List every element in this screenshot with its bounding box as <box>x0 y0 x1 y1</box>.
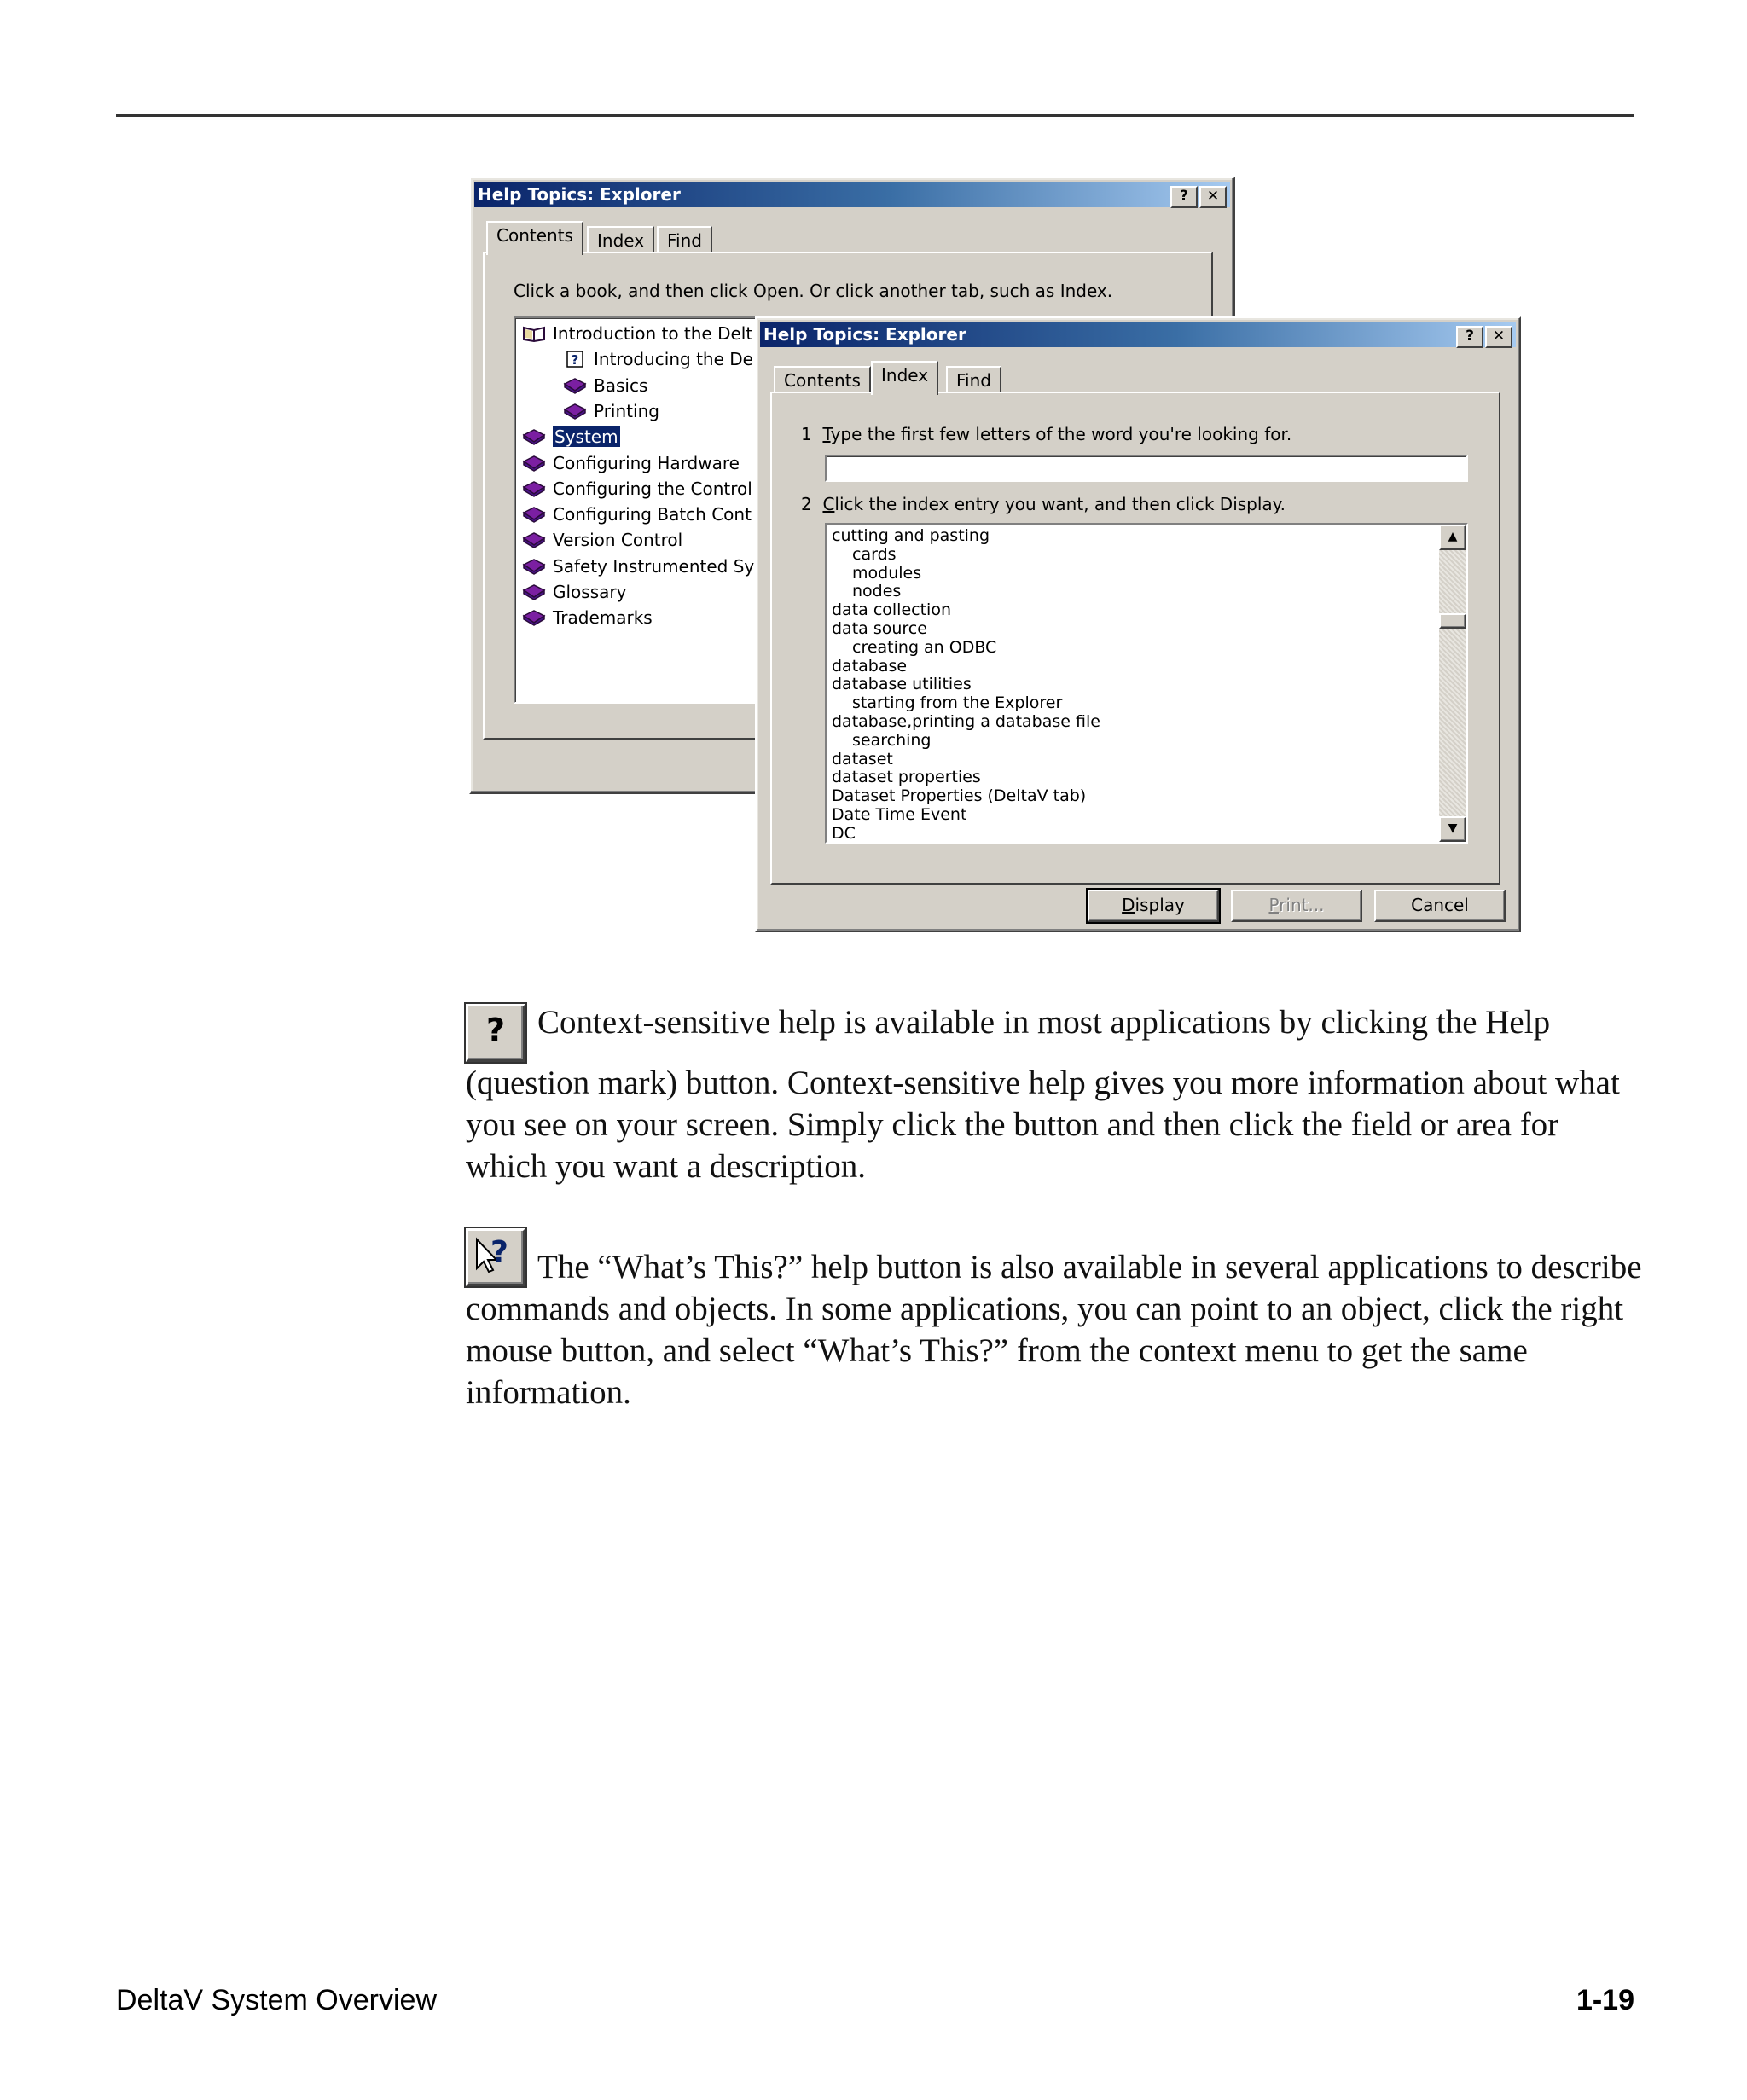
tree-item[interactable] <box>522 477 752 501</box>
tree-item[interactable] <box>563 347 753 371</box>
index-entry[interactable]: dataset properties <box>832 768 981 787</box>
tree-item[interactable] <box>522 606 653 629</box>
scroll-thumb[interactable] <box>1439 613 1466 629</box>
step2-label <box>801 494 1286 514</box>
print-accelerator: P <box>1268 895 1280 915</box>
index-entry[interactable]: Date Time Event <box>832 805 967 824</box>
print-label: rint... <box>1279 895 1325 915</box>
tree-item-label: Introducing the De <box>594 349 753 370</box>
book-icon <box>563 401 594 421</box>
tab-index[interactable]: Index <box>871 361 938 395</box>
tree-item-label: Configuring Hardware <box>553 452 740 473</box>
tree-item-label: Configuring the Control <box>553 478 752 499</box>
step1-number: 1 <box>801 424 812 444</box>
tab-contents[interactable]: Contents <box>486 221 583 255</box>
book-icon <box>563 375 594 396</box>
index-entry[interactable]: data source <box>832 619 927 638</box>
step1-text: ype the first few letters of the word you're looking for. <box>830 424 1292 444</box>
help-title-button[interactable]: ? <box>1170 186 1198 208</box>
svg-text:?: ? <box>571 352 579 368</box>
book-icon <box>522 607 553 628</box>
help-topics-dialog-index <box>755 316 1521 932</box>
scroll-down-arrow-icon[interactable]: ▼ <box>1439 816 1466 842</box>
tree-item-label: Glossary <box>553 582 627 602</box>
display-label: isplay <box>1135 895 1185 915</box>
tree-item[interactable] <box>522 451 740 475</box>
context-help-paragraph <box>466 1001 1643 1187</box>
index-entry[interactable]: database <box>832 656 908 676</box>
step2-text: lick the index entry you want, and then click Display. <box>834 494 1286 514</box>
context-help-text: Context-sensitive help is available in most applications by clicking the Help (question mark) button. Context-sensitive help gives you more information about what you see on your screen. Simply click the button and then click the field or area for which you want a description. <box>466 1004 1620 1185</box>
tree-item-label: Trademarks <box>553 607 653 629</box>
index-entry[interactable]: DC <box>832 823 856 843</box>
cancel-button[interactable]: Cancel <box>1374 890 1506 922</box>
index-entry[interactable]: cutting and pasting <box>832 526 990 545</box>
index-entry-list[interactable] <box>825 523 1468 844</box>
tab-contents[interactable]: Contents <box>774 366 871 395</box>
context-help-question-icon: ? <box>466 1004 525 1062</box>
tree-item-label: Basics <box>594 374 648 396</box>
tree-item-label: Configuring Batch Cont <box>553 504 752 525</box>
tree-item[interactable] <box>563 399 659 423</box>
index-entry[interactable]: data collection <box>832 600 951 620</box>
display-button[interactable] <box>1088 890 1219 922</box>
book-icon <box>522 530 553 550</box>
index-scrollbar[interactable] <box>1439 525 1466 842</box>
step2-accelerator: C <box>822 494 835 514</box>
index-entry[interactable]: modules <box>852 563 922 583</box>
help-title-button[interactable]: ? <box>1456 326 1483 348</box>
book-icon <box>522 479 553 499</box>
index-entry[interactable]: nodes <box>852 582 902 601</box>
open-book-icon <box>522 323 553 344</box>
whats-this-question-mark: ? <box>490 1235 508 1270</box>
whats-this-text: The “What’s This?” help button is also available in several applications to describe commands and objects. In some applications, you can point to an object, click the right mouse button, and select “What’s This?” from the context menu to get the same information. <box>466 1249 1642 1411</box>
tree-item[interactable] <box>522 322 752 345</box>
index-entry[interactable]: searching <box>852 730 932 750</box>
whats-this-pointer-icon <box>466 1228 525 1286</box>
book-icon <box>522 426 553 447</box>
tab-find[interactable]: Find <box>946 366 1001 395</box>
index-entry[interactable]: creating an ODBC <box>852 637 997 657</box>
display-accelerator: D <box>1122 895 1135 915</box>
tree-item[interactable] <box>522 502 752 526</box>
print-button[interactable] <box>1231 890 1362 922</box>
index-entry[interactable]: Dataset Properties (DeltaV tab) <box>832 786 1087 806</box>
step1-label <box>801 424 1291 444</box>
index-entry[interactable]: database utilities <box>832 675 972 694</box>
page-number: 1-19 <box>1576 1984 1634 2016</box>
tree-item-label: System <box>554 426 618 448</box>
book-icon <box>522 504 553 525</box>
footer-title: DeltaV System Overview <box>116 1984 437 2016</box>
book-icon <box>522 582 553 602</box>
step1-accelerator: T <box>822 424 831 444</box>
contents-instruction: Click a book, and then click Open. Or click another tab, such as Index. <box>514 281 1113 301</box>
tree-item[interactable] <box>522 425 620 449</box>
tree-item[interactable] <box>563 374 647 397</box>
tree-item[interactable] <box>522 554 754 578</box>
tree-item-label: Version Control <box>553 530 683 551</box>
whats-this-paragraph <box>466 1228 1643 1413</box>
book-icon <box>522 453 553 473</box>
index-entry[interactable]: starting from the Explorer <box>852 693 1063 713</box>
tab-find[interactable]: Find <box>657 226 712 255</box>
close-button[interactable]: ✕ <box>1485 326 1512 348</box>
dialog-titlebar[interactable] <box>474 182 1230 207</box>
dialog-titlebar[interactable] <box>760 322 1516 347</box>
close-button[interactable]: ✕ <box>1199 186 1227 208</box>
index-entry[interactable]: cards <box>852 544 897 564</box>
top-rule <box>116 114 1634 117</box>
tab-index[interactable]: Index <box>587 226 654 255</box>
index-entry[interactable]: database,printing a database file <box>832 712 1100 731</box>
tree-item-label: Introduction to the Delt <box>553 323 753 344</box>
index-panel <box>770 392 1500 885</box>
index-entry[interactable]: dataset <box>832 749 893 769</box>
tree-item-label: Safety Instrumented Sy <box>553 555 755 577</box>
scroll-up-arrow-icon[interactable]: ▲ <box>1439 525 1466 550</box>
book-icon <box>522 556 553 577</box>
step2-number: 2 <box>801 494 812 514</box>
dialog-title: Help Topics: Explorer <box>763 324 966 345</box>
tree-item[interactable] <box>522 580 626 604</box>
tree-item[interactable] <box>522 528 682 552</box>
index-search-input[interactable] <box>825 455 1468 482</box>
tree-item-label: Printing <box>594 400 659 421</box>
dialog-title: Help Topics: Explorer <box>478 184 681 205</box>
help-page-icon <box>563 349 594 369</box>
